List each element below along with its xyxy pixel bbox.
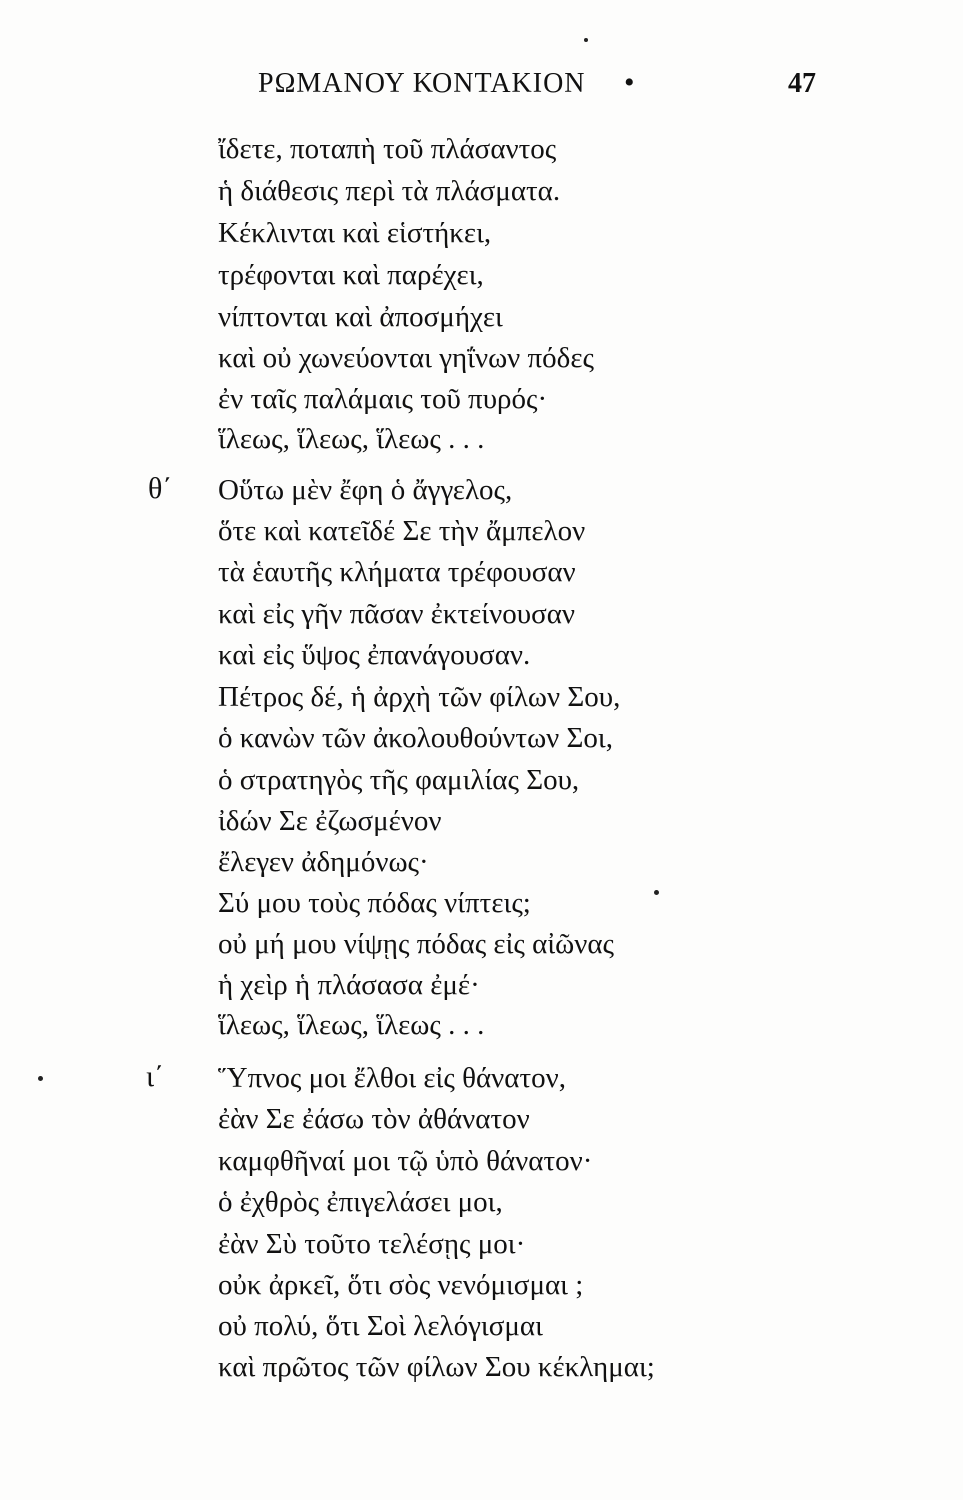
verse-line: οὐ πολύ, ὅτι Σοὶ λελόγισμαι [218, 1310, 543, 1342]
verse-line: ἵλεως, ἵλεως, ἵλεως . . . [218, 1009, 485, 1041]
stanza-number: ι΄ [146, 1060, 165, 1093]
verse-line: ὁ κανὼν τῶν ἀκολουθούντων Σοι, [218, 722, 613, 754]
verse-line: ὅτε καὶ κατεῖδέ Σε τὴν ἄμπελον [218, 515, 586, 547]
ink-speck [654, 890, 659, 895]
verse-line: οὐ μή μου νίψῃς πόδας εἰς αἰῶνας [218, 928, 615, 960]
verse-line: ἡ χεὶρ ἡ πλάσασα ἐμέ· [218, 969, 480, 1001]
verse-line: Πέτρος δέ, ἡ ἀρχὴ τῶν φίλων Σου, [218, 681, 621, 713]
verse-line: καὶ οὐ χωνεύονται γηΐνων πόδες [218, 342, 595, 374]
running-title: ΡΩΜΑΝΟΥ ΚΟΝΤΑΚΙΟΝ [258, 68, 586, 99]
ink-speck [584, 38, 588, 42]
verse-line: καμφθῆναί μοι τῷ ὑπὸ θάνατον· [218, 1145, 593, 1177]
verse-line: τὰ ἑαυτῆς κλήματα τρέφουσαν [218, 556, 576, 588]
verse-line: ἐὰν Σε ἐάσω τὸν ἀθάνατον [218, 1103, 530, 1135]
verse-line: καὶ εἰς γῆν πᾶσαν ἐκτείνουσαν [218, 598, 576, 630]
verse-line: Ὕπνος μοι ἔλθοι εἰς θάνατον, [218, 1062, 566, 1094]
verse-line: ἔλεγεν ἀδημόνως· [218, 846, 429, 878]
verse-line: ἐν ταῖς παλάμαις τοῦ πυρός· [218, 383, 548, 415]
verse-line: Κέκλινται καὶ εἱστήκει, [218, 217, 492, 249]
verse-line: ὁ ἐχθρὸς ἐπιγελάσει μοι, [218, 1186, 503, 1218]
verse-line: Οὕτω μὲν ἔφη ὁ ἄγγελος, [218, 474, 513, 506]
verse-line: ἴδετε, ποταπὴ τοῦ πλάσαντος [218, 133, 557, 165]
stanza-number: θ΄ [148, 472, 173, 505]
ink-speck [38, 1076, 43, 1081]
verse-line: ἵλεως, ἵλεως, ἵλεως . . . [218, 423, 485, 455]
verse-line: ἐὰν Σὺ τοῦτο τελέσῃς μοι· [218, 1228, 526, 1260]
running-head [0, 64, 963, 108]
verse-line: ὁ στρατηγὸς τῆς φαμιλίας Σου, [218, 764, 580, 796]
verse-line: νίπτονται καὶ ἀποσμήχει [218, 301, 503, 333]
bullet-icon: • [624, 66, 635, 99]
verse-line: καὶ εἰς ὕψος ἐπανάγουσαν. [218, 639, 531, 671]
verse-line: καὶ πρῶτος τῶν φίλων Σου κέκλημαι; [218, 1351, 655, 1383]
verse-line: ἡ διάθεσις περὶ τὰ πλάσματα. [218, 175, 561, 207]
verse-line: τρέφονται καὶ παρέχει, [218, 259, 484, 291]
verse-line: Σύ μου τοὺς πόδας νίπτεις; [218, 887, 531, 919]
page-number: 47 [788, 68, 816, 99]
verse-line: ἰδών Σε ἐζωσμένον [218, 805, 442, 837]
verse-line: οὐκ ἀρκεῖ, ὅτι σὸς νενόμισμαι ; [218, 1269, 584, 1301]
